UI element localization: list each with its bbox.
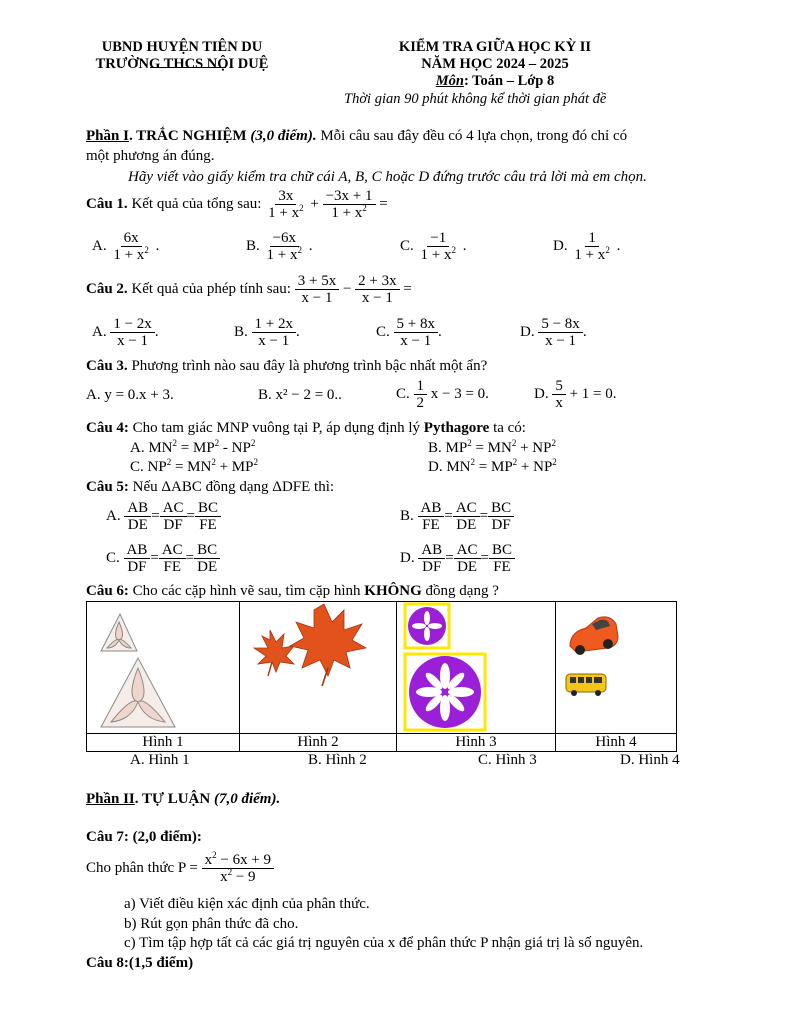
q5-option-d[interactable]: D. $\frac{AB}{DF}$ = $\frac{AC}{DE}$ = $\frac{BC}{FE}$ (400, 542, 515, 575)
district-name: UBND HUYỆN TIÊN DU (101, 39, 263, 55)
figure-1-caption: Hình 1 (87, 734, 240, 752)
question-7-heading: Câu 7: (2,0 điểm): (86, 829, 202, 845)
figure-4-cell (556, 602, 677, 734)
question-7b: b) Rút gọn phân thức đã cho. (124, 916, 299, 932)
part1-instruction: Hãy viết vào giấy kiểm tra chữ cái A, B, C hoặc D đứng trước câu trả lời mà em chọn. (128, 169, 647, 185)
q6-option-d[interactable]: D. Hình 4 (620, 752, 680, 768)
q2-option-a[interactable]: A. $\frac{1 - 2x}{x - 1}$ . (92, 316, 159, 349)
q3-option-a[interactable]: A. y = 0.x + 3. (86, 387, 174, 403)
figure-table (86, 601, 677, 752)
q2-option-d[interactable]: D. $\frac{5 - 8x}{x - 1}$ . (520, 316, 587, 349)
q1-option-d[interactable]: D. $\frac{1}{1 + x^2}$ . (553, 230, 621, 263)
question-6: Câu 6: Cho các cặp hình vẽ sau, tìm cặp hình KHÔNG đồng dạng ? (86, 583, 499, 599)
header-rule (150, 67, 226, 68)
q6-option-a[interactable]: A. Hình 1 (130, 752, 190, 768)
q4-option-c[interactable]: C. $NP^2 = MN^2 + MP^2$ (130, 457, 258, 475)
q3-option-b[interactable]: B. x² − 2 = 0.. (258, 387, 342, 403)
question-7-intro: Cho phân thức P = $\frac{x^2 - 6x + 9}{x^2 - 9}$ (86, 852, 274, 885)
q6-option-b[interactable]: B. Hình 2 (308, 752, 367, 768)
exam-title: KIỂM TRA GIỮA HỌC KỲ II (398, 39, 592, 55)
part1-intro: một phương án đúng. (86, 148, 215, 164)
question-7a: a) Viết điều kiện xác định của phân thức. (124, 896, 370, 912)
figure-1-cell (87, 602, 240, 734)
q4-option-d[interactable]: D. $MN^2 = MP^2 + NP^2$ (428, 457, 557, 475)
figure-2-caption: Hình 2 (240, 734, 397, 752)
q3-option-c[interactable]: C. $\frac{1}{2}$ x − 3 = 0. (396, 378, 489, 411)
subject-line: Môn: Toán – Lớp 8 (435, 73, 555, 89)
q5-option-c[interactable]: C. $\frac{AB}{DF}$ = $\frac{AC}{FE}$ = $\frac{BC}{DE}$ (106, 542, 220, 575)
question-5: Câu 5: Nếu ΔABC đồng dạng ΔDFE thì: (86, 479, 335, 495)
school-year: NĂM HỌC 2024 – 2025 (421, 56, 569, 72)
part1-heading: Phần I. TRẮC NGHIỆM (3,0 điểm). Mỗi câu sau đây đều có 4 lựa chọn, trong đó chỉ có (86, 128, 628, 144)
q1-option-b[interactable]: B. $\frac{-6x}{1 + x^2}$ . (246, 230, 313, 263)
maple-leaf-figure (240, 602, 396, 733)
part2-heading: Phần II. TỰ LUẬN (7,0 điểm). (86, 791, 281, 807)
figure-2-cell (240, 602, 397, 734)
question-7c: c) Tìm tập hợp tất cả các giá trị nguyên của x để phân thức P nhận giá trị là số nguyên. (124, 935, 644, 951)
q2-option-c[interactable]: C. $\frac{5 + 8x}{x - 1}$ . (376, 316, 442, 349)
figure-4-caption: Hình 4 (556, 734, 677, 752)
question-3: Câu 3. Phương trình nào sau đây là phương trình bậc nhất một ẩn? (86, 358, 488, 374)
q2-option-b[interactable]: B. $\frac{1 + 2x}{x - 1}$ . (234, 316, 300, 349)
q3-option-d[interactable]: D. $\frac{5}{x}$ + 1 = 0. (534, 378, 617, 411)
q4-option-b[interactable]: B. $MP^2 = MN^2 + NP^2$ (428, 438, 556, 456)
figure-3-caption: Hình 3 (397, 734, 556, 752)
question-2: Câu 2. Kết quả của phép tính sau: $\frac{3 + 5x}{x - 1}$ − $\frac{2 + 3x}{x - 1}$ = (86, 273, 412, 306)
school-name: TRƯỜNG THCS NỘI DUỆ (95, 56, 269, 72)
time-line: Thời gian 90 phút không kể thời gian phát đề (344, 91, 607, 107)
question-4: Câu 4: Cho tam giác MNP vuông tại P, áp dụng định lý Pythagore ta có: (86, 420, 526, 436)
q6-option-c[interactable]: C. Hình 3 (478, 752, 537, 768)
question-1: Câu 1. Kết quả của tổng sau: $\frac{3x}{1 + x^2}$ + $\frac{-3x + 1}{1 + x^2}$ = (86, 188, 388, 221)
q1-option-c[interactable]: C. $\frac{-1}{1 + x^2}$ . (400, 230, 467, 263)
flower-circle-figure (397, 602, 555, 733)
car-bus-figure (556, 602, 676, 733)
triangle-pair-figure (87, 602, 239, 733)
q1-option-a[interactable]: A. $\frac{6x}{1 + x^2}$ . (92, 230, 160, 263)
figure-3-cell (397, 602, 556, 734)
q5-option-b[interactable]: B. $\frac{AB}{FE}$ = $\frac{AC}{DE}$ = $\frac{BC}{DF}$ (400, 500, 514, 533)
q5-option-a[interactable]: A. $\frac{AB}{DE}$ = $\frac{AC}{DF}$ = $\frac{BC}{FE}$ (106, 500, 221, 533)
q4-option-a[interactable]: A. $MN^2 = MP^2 - NP^2$ (130, 438, 256, 456)
question-8-heading: Câu 8:(1,5 điểm) (86, 955, 194, 971)
